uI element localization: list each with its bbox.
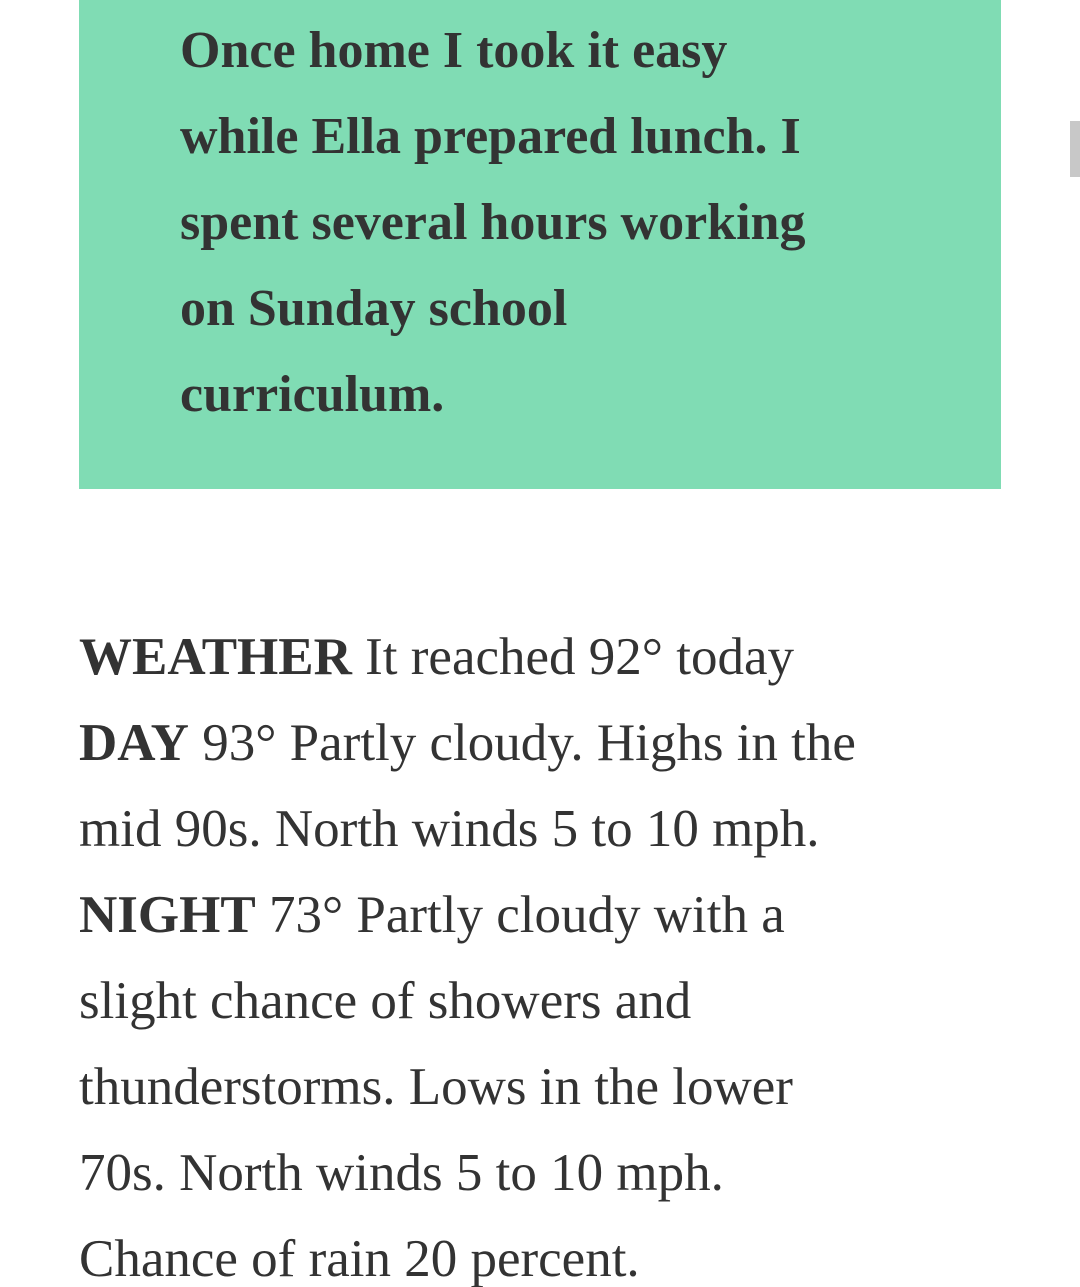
weather-label: WEATHER (79, 628, 352, 686)
night-forecast-line-4: 70s. North winds 5 to 10 mph. (79, 1144, 724, 1202)
highlighted-note-text (180, 8, 940, 438)
scrollbar-thumb[interactable] (1070, 121, 1080, 177)
night-forecast-line-5: Chance of rain 20 percent. (79, 1230, 640, 1287)
weather-line (79, 614, 1029, 700)
day-forecast-line (79, 700, 1029, 786)
note-line: spent several hours working (180, 194, 806, 251)
highlighted-note-block (79, 0, 1001, 489)
day-forecast-text: 93° Partly cloudy. Highs in the (188, 714, 856, 772)
day-forecast-line-2: mid 90s. North winds 5 to 10 mph. (79, 800, 820, 858)
note-line: curriculum. (180, 366, 445, 423)
note-line: Once home I took it easy (180, 22, 728, 79)
note-line: on Sunday school (180, 280, 568, 337)
weather-today-text: It reached 92° today (351, 628, 794, 686)
note-line: while Ella prepared lunch. I (180, 108, 801, 165)
day-label: DAY (79, 714, 189, 772)
weather-paragraph (79, 614, 1029, 1287)
night-forecast-text: 73° Partly cloudy with a (255, 886, 785, 944)
night-forecast-line-2: slight chance of showers and (79, 972, 692, 1030)
night-forecast-line-3: thunderstorms. Lows in the lower (79, 1058, 793, 1116)
night-label: NIGHT (79, 886, 256, 944)
night-forecast-line (79, 872, 1029, 958)
